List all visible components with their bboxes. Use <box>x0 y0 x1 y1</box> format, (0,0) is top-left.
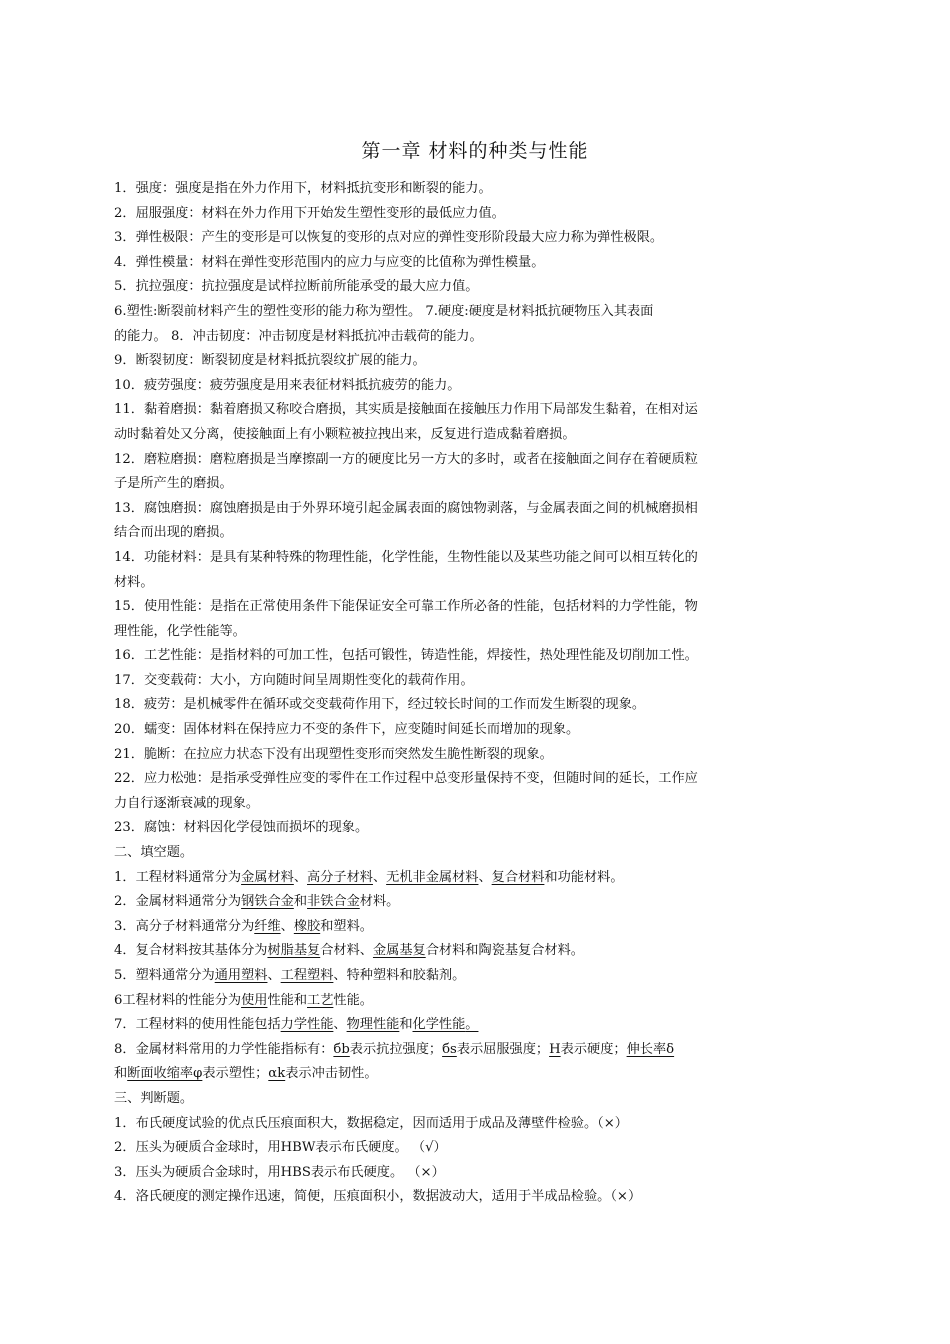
question-text: 和 <box>114 1066 128 1082</box>
question-text: 材料。 <box>359 894 400 910</box>
definition-line: 15．使用性能：是指在正常使用条件下能保证安全可靠工作所必备的性能，包括材料的力学性能，物 <box>114 599 698 615</box>
fill-question-5 <box>114 964 838 989</box>
answer-blank: 断面收缩率φ <box>127 1066 203 1082</box>
answer-blank: 橡胶 <box>293 918 321 934</box>
definition-line: 力自行逐渐衰减的现象。 <box>114 795 260 811</box>
answer-blank: 工艺 <box>307 992 334 1008</box>
definition-line: 子是所产生的磨损。 <box>114 476 233 492</box>
definition-line: 13．腐蚀磨损：腐蚀磨损是由于外界环境引起金属表面的腐蚀物剥落，与金属表面之间的机械磨损相 <box>114 500 698 516</box>
definition-line: 21．脆断：在拉应力状态下没有出现塑性变形而突然发生脆性断裂的现象。 <box>114 746 553 762</box>
definition-line: 5．抗拉强度：抗拉强度是试样拉断前所能承受的最大应力值。 <box>114 279 479 295</box>
question-text: 2．金属材料通常分为 <box>114 894 242 910</box>
answer-blank: 树脂基复 <box>267 943 321 959</box>
question-text: 和功能材料。 <box>544 869 624 885</box>
answer-blank: бs <box>442 1041 457 1057</box>
definition-line: 结合而出现的磨损。 <box>114 525 233 541</box>
question-text: 表示屈服强度； <box>456 1041 550 1057</box>
document-body <box>114 177 838 1210</box>
answer-blank: 使用 <box>241 992 268 1008</box>
answer-blank: 伸长率δ <box>626 1041 675 1057</box>
question-text: 表示塑性； <box>202 1066 269 1082</box>
question-text: 和 <box>293 894 308 910</box>
judge-item: 4．洛氏硬度的测定操作迅速，简便，压痕面积小，数据波动大，适用于半成品检验。（×） <box>114 1189 642 1205</box>
fill-question-3 <box>114 915 838 940</box>
answer-blank: 复合材料 <box>491 869 545 885</box>
question-text: 6工程材料的性能分为 <box>114 992 242 1008</box>
question-text: 、 <box>267 968 281 983</box>
question-text: 、 <box>333 1017 347 1033</box>
question-text: 1．工程材料通常分为 <box>114 869 242 885</box>
section-heading-fill: 二、填空题。 <box>114 845 194 861</box>
definition-line: 22．应力松弛：是指承受弹性应变的零件在工作过程中总变形量保持不变，但随时间的延长，工作应 <box>114 771 698 787</box>
judge-item: 2．压头为硬质合金球时，用HBW表示布氏硬度。 （√） <box>114 1140 447 1156</box>
question-text: 性能。 <box>333 992 373 1008</box>
answer-blank: 纤维 <box>254 918 281 934</box>
answer-blank: 金属材料 <box>241 869 294 885</box>
answer-blank: 工程塑料 <box>280 968 334 983</box>
definition-line: 10．疲劳强度：疲劳强度是用来表征材料抵抗疲劳的能力。 <box>114 377 461 393</box>
question-text: 7．工程材料的使用性能包括 <box>114 1017 281 1033</box>
answer-blank: 金属基复 <box>372 943 426 959</box>
definition-line: 动时黏着处又分离，使接触面上有小颗粒被拉拽出来，反复进行造成黏着磨损。 <box>114 426 576 442</box>
chapter-title: 第一章 材料的种类与性能 <box>361 140 589 162</box>
answer-blank: H <box>549 1041 561 1057</box>
fill-question-7 <box>114 1013 838 1038</box>
fill-question-8 <box>114 1038 838 1063</box>
answer-blank: 通用塑料 <box>214 968 268 983</box>
question-text: 、 <box>293 869 308 885</box>
definition-line: 12．磨粒磨损：磨粒磨损是当摩擦副一方的硬度比另一方大的多时，或者在接触面之间存在着硬质粒 <box>114 451 698 467</box>
definition-line: 16．工艺性能：是指材料的可加工性，包括可锻性，铸造性能，焊接性，热处理性能及切削加工性。 <box>114 648 698 664</box>
question-text: 表示硬度； <box>560 1041 627 1057</box>
fill-question-8-continued <box>114 1062 838 1087</box>
question-text: 8．金属材料常用的力学性能指标有： <box>114 1041 334 1057</box>
fill-question-2 <box>114 890 838 915</box>
answer-blank: 。 <box>465 1017 479 1033</box>
question-text: 和 <box>399 1017 413 1033</box>
question-text: 性能和 <box>267 992 308 1008</box>
question-text: 、特种塑料和胶黏剂。 <box>333 968 466 983</box>
question-text: 表示冲击韧性。 <box>285 1066 378 1082</box>
definition-line: 18．疲劳：是机械零件在循环或交变载荷作用下，经过较长时间的工作而发生断裂的现象。 <box>114 697 646 713</box>
answer-blank: 非铁合金 <box>307 894 360 910</box>
question-text: 、 <box>280 918 294 934</box>
definition-line: 材料。 <box>114 574 154 590</box>
question-text: 和塑料。 <box>320 918 373 934</box>
definition-line: 理性能，化学性能等。 <box>114 623 246 639</box>
definition-line: 1．强度：强度是指在外力作用下，材料抵抗变形和断裂的能力。 <box>114 181 492 196</box>
question-text: 4．复合材料按其基体分为 <box>114 943 268 959</box>
definition-line: 9．断裂韧度：断裂韧度是材料抵抗裂纹扩展的能力。 <box>114 353 426 369</box>
judge-item: 3．压头为硬质合金球时，用HBS表示布氏硬度。 （×） <box>114 1164 445 1180</box>
answer-blank: 力学性能 <box>280 1017 334 1033</box>
definition-line: 23．腐蚀：材料因化学侵蚀而损坏的现象。 <box>114 820 369 836</box>
answer-blank: 化学性能 <box>412 1017 466 1033</box>
fill-question-6 <box>114 989 838 1014</box>
definition-line: 3．弹性极限：产生的变形是可以恢复的变形的点对应的弹性变形阶段最大应力称为弹性极限。 <box>114 230 664 246</box>
definition-line: 11．黏着磨损：黏着磨损又称咬合磨损，其实质是接触面在接触压力作用下局部发生黏着，在相对运 <box>114 402 698 418</box>
question-text: 、 <box>478 869 492 885</box>
answer-blank: 高分子材料 <box>307 869 373 885</box>
section-heading-judge: 三、判断题。 <box>114 1090 194 1106</box>
definition-line: 的能力。 8．冲击韧度：冲击韧度是材料抵抗冲击载荷的能力。 <box>114 328 483 344</box>
question-text: 表示抗拉强度； <box>349 1041 443 1057</box>
definition-line: 14．功能材料：是具有某种特殊的物理性能，化学性能，生物性能以及某些功能之间可以相互转化的 <box>114 549 698 565</box>
question-text: 5．塑料通常分为 <box>114 968 215 983</box>
question-text: 合材料和陶瓷基复合材料。 <box>425 943 584 959</box>
definition-line: 4．弹性模量：材料在弹性变形范围内的应力与应变的比值称为弹性模量。 <box>114 254 545 270</box>
question-text: 合材料、 <box>320 943 373 959</box>
answer-blank: бb <box>333 1041 350 1057</box>
answer-blank: αk <box>268 1066 286 1082</box>
judge-item: 1．布氏硬度试验的优点氏压痕面积大，数据稳定，因而适用于成品及薄壁件检验。（×） <box>114 1115 628 1131</box>
answer-blank: 物理性能 <box>346 1017 400 1033</box>
question-text: 、 <box>372 869 387 885</box>
definition-line: 17．交变载荷：大小，方向随时间呈周期性变化的载荷作用。 <box>114 672 474 688</box>
definition-line: 6.塑性:断裂前材料产生的塑性变形的能力称为塑性。 7.硬度:硬度是材料抵抗硬物压入其表面 <box>114 303 654 319</box>
fill-question-1 <box>114 866 838 891</box>
definition-line: 20．蠕变：固体材料在保持应力不变的条件下，应变随时间延长而增加的现象。 <box>114 722 580 738</box>
answer-blank: 无机非金属材料 <box>386 869 479 885</box>
definition-line: 2．屈服强度：材料在外力作用下开始发生塑性变形的最低应力值。 <box>114 205 505 221</box>
fill-question-4 <box>114 939 838 964</box>
answer-blank: 钢铁合金 <box>241 894 294 910</box>
question-text: 3．高分子材料通常分为 <box>114 918 255 934</box>
